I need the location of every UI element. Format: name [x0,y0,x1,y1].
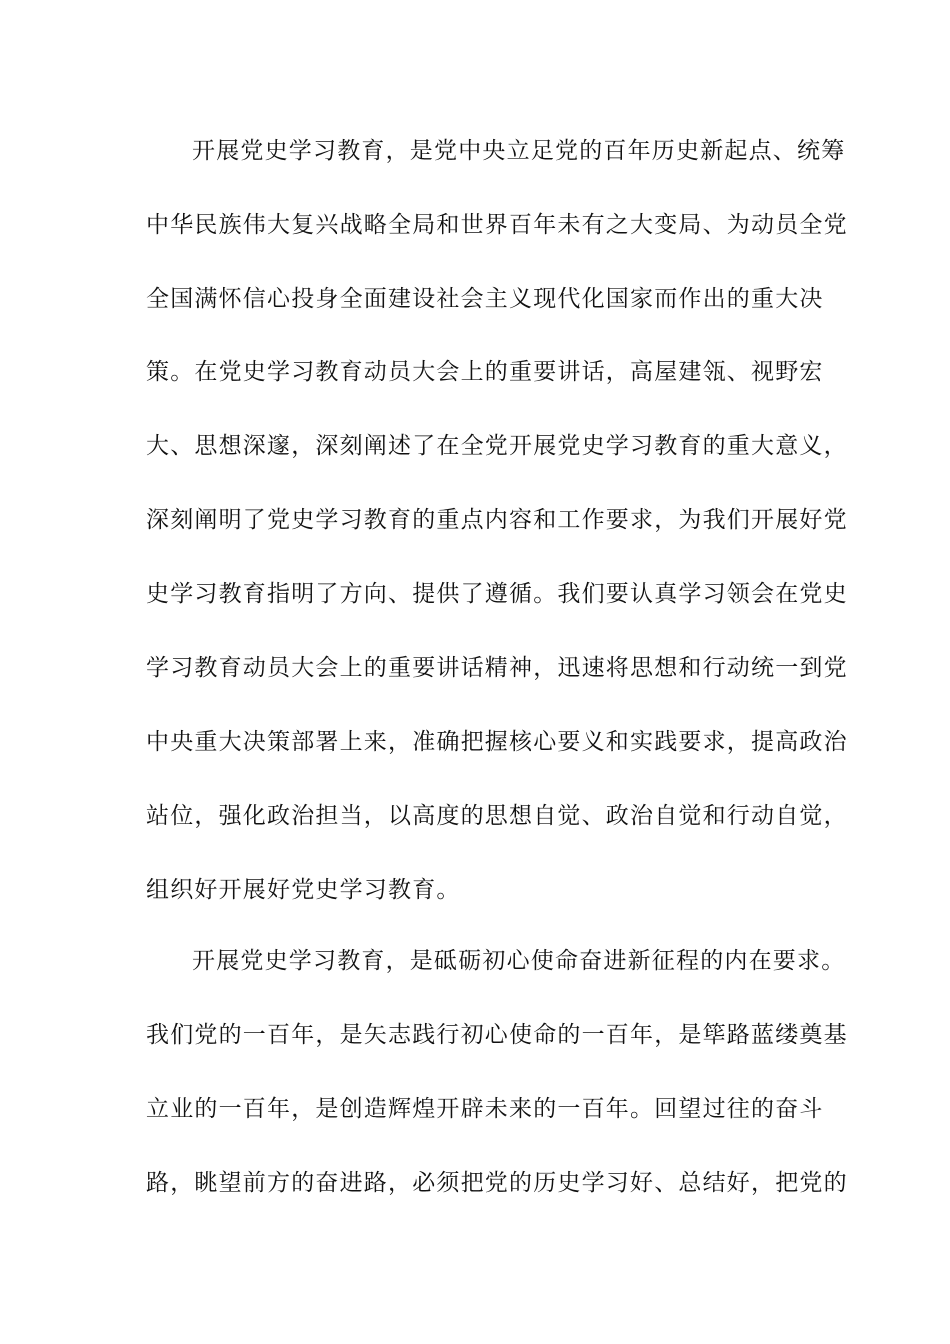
paragraph-2-line-2: 我们党的一百年，是矢志践行初心使命的一百年，是筚路蓝缕奠基 [146,1022,848,1048]
paragraph-1-line-8: 学习教育动员大会上的重要讲话精神，迅速将思想和行动统一到党 [146,655,848,681]
paragraph-2-line-1: 开展党史学习教育，是砥砺初心使命奋进新征程的内在要求。 [192,948,846,974]
paragraph-1-line-10: 站位，强化政治担当，以高度的思想自觉、政治自觉和行动自觉， [146,803,848,829]
paragraph-1-line-5: 大、思想深邃，深刻阐述了在全党开展党史学习教育的重大意义， [146,433,848,459]
paragraph-1-line-6: 深刻阐明了党史学习教育的重点内容和工作要求，为我们开展好党 [146,507,848,533]
paragraph-1-line-4: 策。在党史学习教育动员大会上的重要讲话，高屋建瓴、视野宏 [146,359,824,385]
paragraph-1-line-11: 组织好开展好党史学习教育。 [146,877,461,903]
paragraph-2-line-3: 立业的一百年，是创造辉煌开辟未来的一百年。回望过往的奋斗 [146,1096,824,1122]
paragraph-1-line-3: 全国满怀信心投身全面建设社会主义现代化国家而作出的重大决 [146,286,824,312]
paragraph-1-line-2: 中华民族伟大复兴战略全局和世界百年未有之大变局、为动员全党 [146,212,848,238]
paragraph-2-line-4: 路，眺望前方的奋进路，必须把党的历史学习好、总结好，把党的 [146,1170,848,1196]
paragraph-1-line-1: 开展党史学习教育，是党中央立足党的百年历史新起点、统筹 [192,138,846,164]
paragraph-1-line-7: 史学习教育指明了方向、提供了遵循。我们要认真学习领会在党史 [146,581,848,607]
paragraph-1-line-9: 中央重大决策部署上来，准确把握核心要义和实践要求，提高政治 [146,729,848,755]
